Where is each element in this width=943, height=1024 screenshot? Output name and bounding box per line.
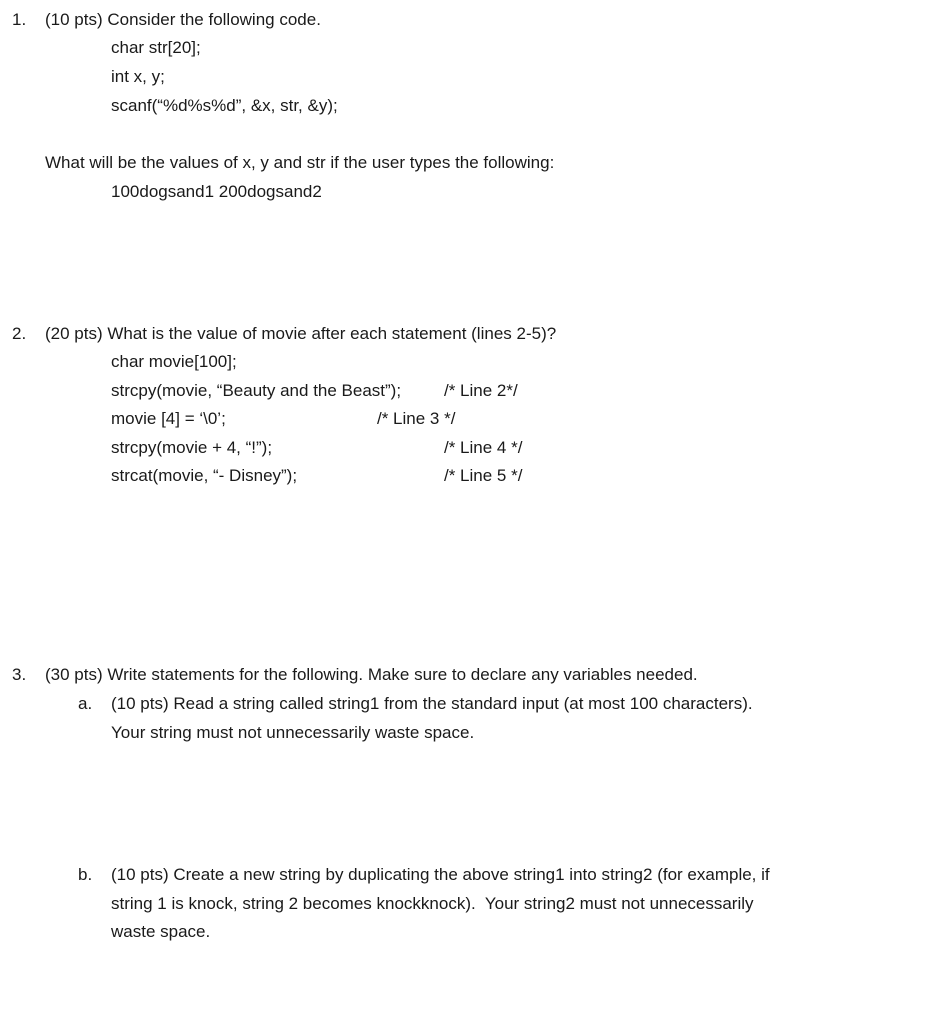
q3b-line-2: string 1 is knock, string 2 becomes knockknock). Your string2 must not unnecessarily — [111, 894, 754, 913]
q2-code-line-5: strcat(movie, “- Disney”); — [111, 466, 298, 485]
q1-code-line-1: char str[20]; — [111, 38, 201, 57]
q1-question: What will be the values of x, y and str if the user types the following: — [45, 153, 555, 172]
q3-header: (30 pts) Write statements for the following. Make sure to declare any variables needed. — [45, 665, 698, 684]
q3-number: 3. — [12, 665, 27, 684]
q3a-letter: a. — [78, 694, 93, 713]
q1-input: 100dogsand1 200dogsand2 — [111, 182, 322, 201]
q2-code-line-2: strcpy(movie, “Beauty and the Beast”); — [111, 381, 402, 400]
q3a-line-1: (10 pts) Read a string called string1 from the standard input (at most 100 characters). — [111, 694, 753, 713]
q2-code-line-4: strcpy(movie + 4, “!”); — [111, 438, 273, 457]
q1-code-line-3: scanf(“%d%s%d”, &x, str, &y); — [111, 96, 338, 115]
q2-number: 2. — [12, 324, 27, 343]
q1-header: (10 pts) Consider the following code. — [45, 10, 321, 29]
q3a-line-2: Your string must not unnecessarily waste space. — [111, 723, 475, 742]
q2-header: (20 pts) What is the value of movie after each statement (lines 2-5)? — [45, 324, 557, 343]
q1-code-line-2: int x, y; — [111, 67, 165, 86]
q2-comment-line-3: /* Line 3 */ — [377, 409, 456, 428]
q3b-line-1: (10 pts) Create a new string by duplicating the above string1 into string2 (for example, if — [111, 865, 770, 884]
q3b-line-3: waste space. — [111, 922, 211, 941]
q2-comment-line-5: /* Line 5 */ — [444, 466, 523, 485]
q2-comment-line-4: /* Line 4 */ — [444, 438, 523, 457]
q3b-letter: b. — [78, 865, 93, 884]
q2-comment-line-2: /* Line 2*/ — [444, 381, 518, 400]
q2-code-line-1: char movie[100]; — [111, 352, 237, 371]
q2-code-line-3: movie [4] = ‘\0’; — [111, 409, 226, 428]
q1-number: 1. — [12, 10, 27, 29]
